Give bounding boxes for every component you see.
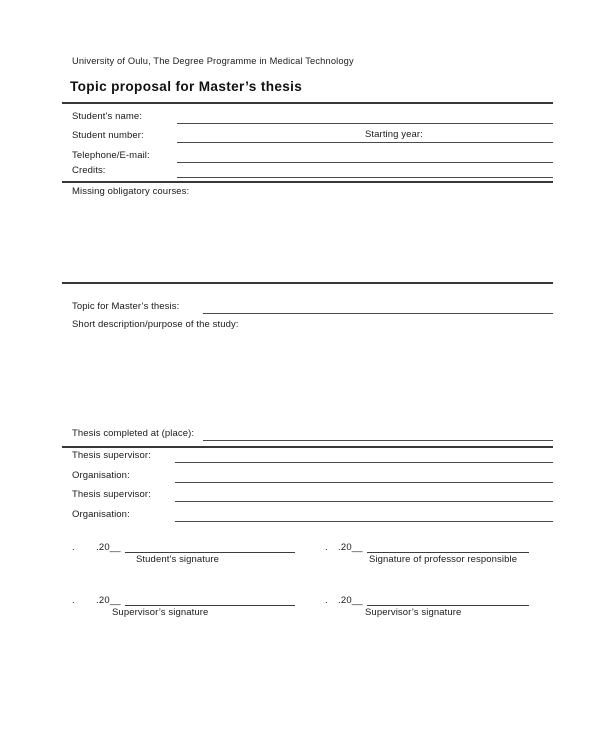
missing-courses-area[interactable] (62, 200, 553, 280)
credits-field[interactable] (177, 163, 553, 178)
organisation1-field[interactable] (175, 469, 553, 483)
date-dot: . (325, 595, 328, 606)
short-description-area[interactable] (62, 333, 553, 423)
organisation2-field[interactable] (175, 508, 553, 522)
organisation1-label: Organisation: (72, 470, 130, 481)
page-title: Topic proposal for Master’s thesis (70, 79, 303, 94)
organisation2-label: Organisation: (72, 509, 130, 520)
supervisor2-label: Thesis supervisor: (72, 489, 151, 500)
topic-field[interactable] (203, 300, 553, 314)
short-description-label: Short description/purpose of the study: (72, 319, 239, 330)
supervisor1-label: Thesis supervisor: (72, 450, 151, 461)
supervisor1-row (62, 449, 553, 463)
student-name-label: Student’s name: (72, 111, 142, 122)
date-dot: . (72, 542, 75, 553)
student-number-row (62, 128, 553, 143)
organisation1-row (62, 469, 553, 483)
professor-signature-block (325, 541, 529, 565)
institution-line: University of Oulu, The Degree Programme in Medical Technology (72, 56, 354, 66)
organisation2-row (62, 508, 553, 522)
completed-at-row (62, 427, 553, 441)
completed-at-label: Thesis completed at (place): (72, 428, 195, 439)
topic-label: Topic for Master’s thesis: (72, 301, 180, 312)
student-signature-line[interactable] (125, 541, 295, 553)
supervisor-signature-line-left[interactable] (125, 594, 295, 606)
supervisor-signature-block-right (325, 594, 529, 618)
date-dot: . (325, 542, 328, 553)
supervisor-signature-caption-right: Supervisor’s signature (365, 607, 462, 618)
student-name-row (62, 109, 553, 124)
missing-courses-label: Missing obligatory courses: (72, 186, 190, 197)
student-signature-block (72, 541, 295, 565)
topic-row (62, 300, 553, 314)
date-year: .20__ (338, 595, 363, 606)
form-content (62, 0, 553, 730)
date-year: .20__ (96, 542, 121, 553)
professor-signature-line[interactable] (367, 541, 529, 553)
student-signature-caption: Student’s signature (136, 554, 220, 565)
professor-signature-caption: Signature of professor responsible (369, 554, 518, 565)
student-name-field[interactable] (177, 109, 553, 124)
supervisor-signature-line-right[interactable] (367, 594, 529, 606)
starting-year-label: Starting year: (365, 129, 423, 140)
student-number-label: Student number: (72, 130, 144, 141)
completed-at-section-rule (62, 446, 553, 448)
supervisor2-row (62, 488, 553, 502)
supervisor-signature-caption-left: Supervisor’s signature (112, 607, 209, 618)
missing-courses-section-rule (62, 282, 553, 284)
completed-at-field[interactable] (203, 427, 553, 441)
supervisor2-field[interactable] (175, 488, 553, 502)
date-year: .20__ (338, 542, 363, 553)
telephone-email-label: Telephone/E-mail: (72, 150, 150, 161)
title-rule (62, 102, 553, 104)
date-dot: . (72, 595, 75, 606)
supervisor-signature-block-left (72, 594, 295, 618)
telephone-email-field[interactable] (177, 148, 553, 163)
credits-row (62, 163, 553, 178)
credits-section-rule (62, 181, 553, 183)
credits-label: Credits: (72, 165, 106, 176)
telephone-email-row (62, 148, 553, 163)
date-year: .20__ (96, 595, 121, 606)
supervisor1-field[interactable] (175, 449, 553, 463)
